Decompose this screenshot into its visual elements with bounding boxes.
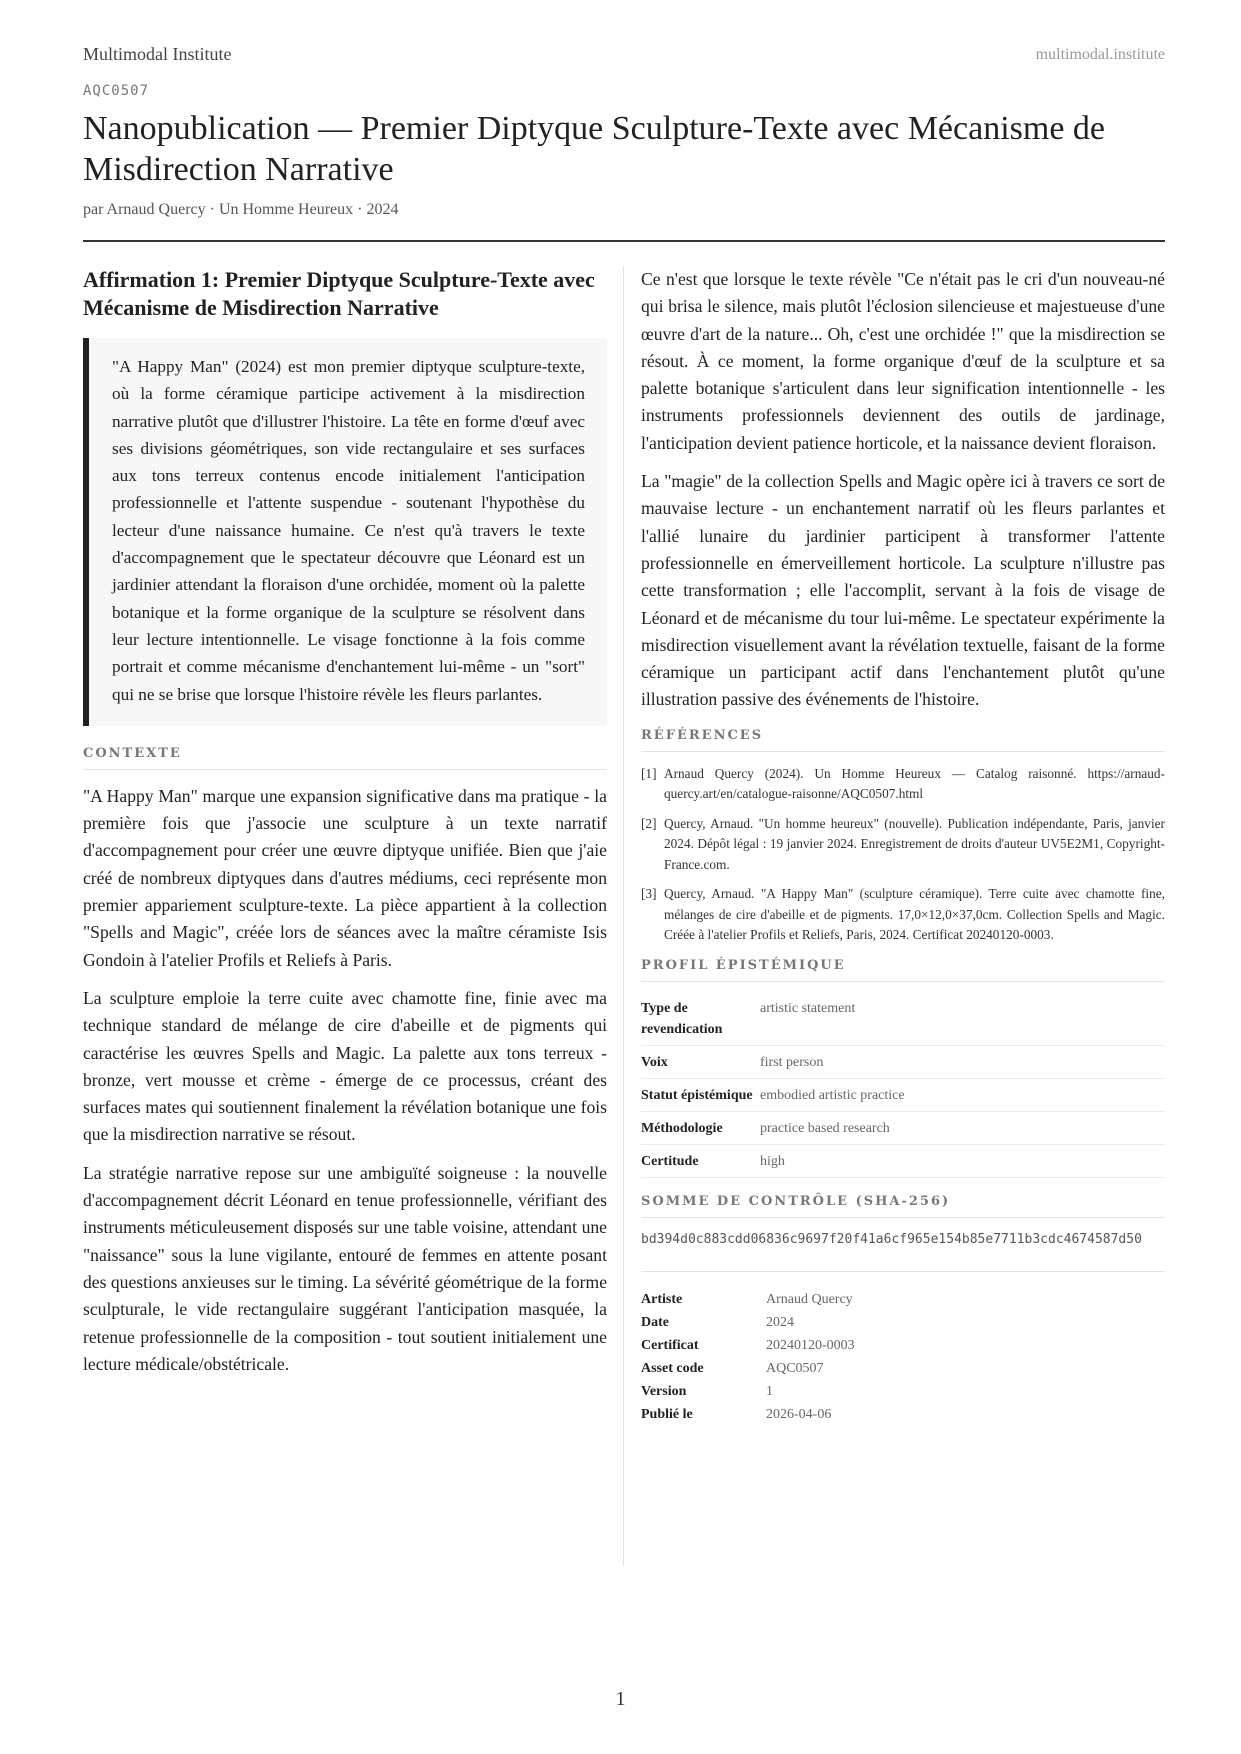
context-paragraph: La sculpture emploie la terre cuite avec chamotte fine, finie avec ma technique standard de mélange de cire d'abeille et de pigments qui caractérise les œuvres Spells and Magic. La palette aux tons terreux - bronze, vert mousse et crème - émerge de ce processus, créant des surfaces mates qui soutiennent finalement la révélation botanique une fois que la misdirection narrative se résout.: [83, 987, 607, 1145]
byline: par Arnaud Quercy · Un Homme Heureux · 2024: [83, 201, 399, 218]
epistemic-profile-table: [641, 992, 1165, 1178]
profile-row: [641, 1079, 1165, 1112]
reference-number: [1]: [641, 765, 657, 781]
profile-value: first person: [760, 1054, 824, 1070]
reference-item: [641, 814, 1165, 876]
body-paragraph: Ce n'est que lorsque le texte révèle "Ce n'était pas le cri d'un nouveau-né qui brisa le silence, mais plutôt l'éclosion silencieuse et majestueuse d'une œuvre d'art de la nature... Oh, c'est une orchidée !" que la misdirection se résout. À ce moment, la forme organique d'œuf de la sculpture et sa palette botanique s'articulent dans leur signification intentionnelle - les instruments professionnels deviennent des outils de jardinage, l'anticipation devient patience horticole, et la naissance devient floraison.: [641, 269, 1165, 453]
profile-row: [641, 1145, 1165, 1178]
header-divider: [83, 240, 1165, 242]
claim-heading: Affirmation 1: Premier Diptyque Sculpture-Texte avec Mécanisme de Misdirection Narrative: [83, 267, 595, 320]
profile-key: Méthodologie: [641, 1120, 723, 1136]
page-title: Nanopublication — Premier Diptyque Sculpture-Texte avec Mécanisme de Misdirection Narrative: [83, 110, 1106, 188]
metadata-key: Publié le: [641, 1406, 693, 1422]
metadata-row: [641, 1357, 1165, 1380]
context-paragraph: "A Happy Man" marque une expansion significative dans ma pratique - la première fois que j'associe une sculpture à un texte narratif d'accompagnement pour créer une œuvre diptyque unifiée. Bien que j'aie créé de nombreux diptyques dans d'autres médiums, ceci représente mon premier appariement sculpture-texte. La pièce appartient à la collection "Spells and Magic", créée lors de séances avec la maître céramiste Isis Gondoin à l'atelier Profils et Reliefs à Paris.: [83, 785, 607, 970]
metadata-key: Asset code: [641, 1360, 704, 1376]
profile-key: Voix: [641, 1054, 668, 1070]
profile-value: high: [760, 1153, 785, 1169]
checksum-heading: SOMME DE CONTRÔLE (SHA-256): [641, 1194, 1165, 1218]
metadata-key: Artiste: [641, 1291, 683, 1307]
profile-key: Type de revendication: [641, 1000, 723, 1037]
metadata-value: 20240120-0003: [766, 1337, 855, 1353]
reference-text: Quercy, Arnaud. "A Happy Man" (sculpture céramique). Terre cuite avec chamotte fine, mélanges de cire d'abeille et de pigments. 17,0×12,0×37,0cm. Collection Spells and Magic. Créée à l'atelier Profils et Reliefs, Paris, 2024. Certificat 20240120-0003.: [664, 886, 1165, 943]
context-paragraph: La stratégie narrative repose sur une ambiguïté soigneuse : la nouvelle d'accompagnement décrit Léonard en tenue professionnelle, vérifiant des instruments méticuleusement disposés sur une table voisine, attendant une "naissance" sous la lune vigilante, entouré de femmes en attente posant des questions anxieuses sur le timing. La sévérité géométrique de la forme sculpturale, le vide rectangulaire suggérant l'anticipation masquée, la retenue professionnelle de la composition - tout soutient initialement une lecture médicale/obstétricale.: [83, 1162, 607, 1374]
left-column: [83, 266, 607, 1389]
profile-key: Statut épistémique: [641, 1087, 753, 1103]
reference-number: [2]: [641, 815, 657, 831]
metadata-table: [641, 1288, 1165, 1426]
reference-text[interactable]: Arnaud Quercy (2024). Un Homme Heureux — Catalog raisonné. https://arnaud-quercy.art/en/catalogue-raisonne/AQC0507.html: [664, 765, 1165, 802]
metadata-value: 2026-04-06: [766, 1406, 832, 1422]
metadata-key: Version: [641, 1383, 687, 1399]
references-heading: RÉFÉRENCES: [641, 728, 1165, 752]
reference-text: Quercy, Arnaud. "Un homme heureux" (nouvelle). Publication indépendante, Paris, janvier 2024. Dépôt légal : 19 janvier 2024. Enregistrement de droits d'auteur UV5E2M1, Copyright-France.com.: [664, 815, 1165, 872]
profile-key: Certitude: [641, 1153, 699, 1169]
profile-value: artistic statement: [760, 1000, 856, 1016]
column-divider: [623, 266, 624, 1566]
site-url[interactable]: multimodal.institute: [1035, 46, 1165, 63]
epistemic-profile-heading: PROFIL ÉPISTÉMIQUE: [641, 958, 1165, 982]
reference-item: [641, 884, 1165, 946]
metadata-row: [641, 1380, 1165, 1403]
body-paragraph: La "magie" de la collection Spells and Magic opère ici à travers ce sort de mauvaise lecture - un enchantement narratif où les fleurs parlantes et l'allié lunaire du jardinier participent à transformer l'attente professionnelle en émerveillement horticole. La sculpture n'illustre pas cette transformation ; elle l'accomplit, servant à la fois de visage de Léonard et de mécanisme du tour lui-même. Le spectateur expérimente la misdirection visuellement avant la révélation textuelle, faisant de la forme céramique un participant actif dans l'enchantement plutôt qu'une illustration passive des événements de l'histoire.: [641, 471, 1165, 710]
claim-quote: "A Happy Man" (2024) est mon premier diptyque sculpture-texte, où la forme céramique participe activement à la misdirection narrative plutôt que d'illustrer l'histoire. La tête en forme d'œuf avec ses divisions géométriques, son vide rectangulaire et ses surfaces aux tons terreux contenus encode initialement l'anticipation professionnelle et l'attente suspendue - soutenant l'hypothèse du lecteur d'une naissance humaine. Ce n'est qu'à travers le texte d'accompagnement que le spectateur découvre que Léonard est un jardinier attendant la floraison d'une orchidée, moment où la palette botanique et la forme organique de la sculpture se résolvent dans leur lecture intentionnelle. Le visage fonctionne à la fois comme portrait et comme mécanisme d'enchantement lui-même - un "sort" qui ne se brise que lorsque l'histoire révèle les fleurs parlantes.: [83, 338, 607, 726]
metadata-value: 1: [766, 1383, 773, 1399]
page-number: 1: [615, 1688, 626, 1710]
profile-value: practice based research: [760, 1120, 890, 1136]
organization-name: Multimodal Institute: [83, 44, 232, 64]
metadata-value: 2024: [766, 1314, 794, 1330]
reference-item: [641, 764, 1165, 805]
metadata-key: Certificat: [641, 1337, 699, 1353]
document-page: [83, 0, 1165, 1754]
profile-row: [641, 1046, 1165, 1079]
checksum-value: bd394d0c883cdd06836c9697f20f41a6cf965e154b85e7711b3cdc4674587d50: [641, 1230, 1165, 1272]
context-body: [83, 783, 607, 1378]
references-list: [641, 764, 1165, 946]
profile-row: [641, 1112, 1165, 1145]
metadata-row: [641, 1288, 1165, 1311]
profile-value: embodied artistic practice: [760, 1087, 905, 1103]
metadata-row: [641, 1311, 1165, 1334]
right-column: [641, 266, 1165, 1426]
metadata-value: AQC0507: [766, 1360, 824, 1376]
metadata-row: [641, 1334, 1165, 1357]
metadata-row: [641, 1403, 1165, 1426]
profile-row: [641, 992, 1165, 1046]
metadata-key: Date: [641, 1314, 669, 1330]
reference-number: [3]: [641, 886, 657, 902]
metadata-value: Arnaud Quercy: [766, 1291, 853, 1307]
asset-code: AQC0507: [83, 83, 150, 99]
context-heading: CONTEXTE: [83, 746, 607, 770]
